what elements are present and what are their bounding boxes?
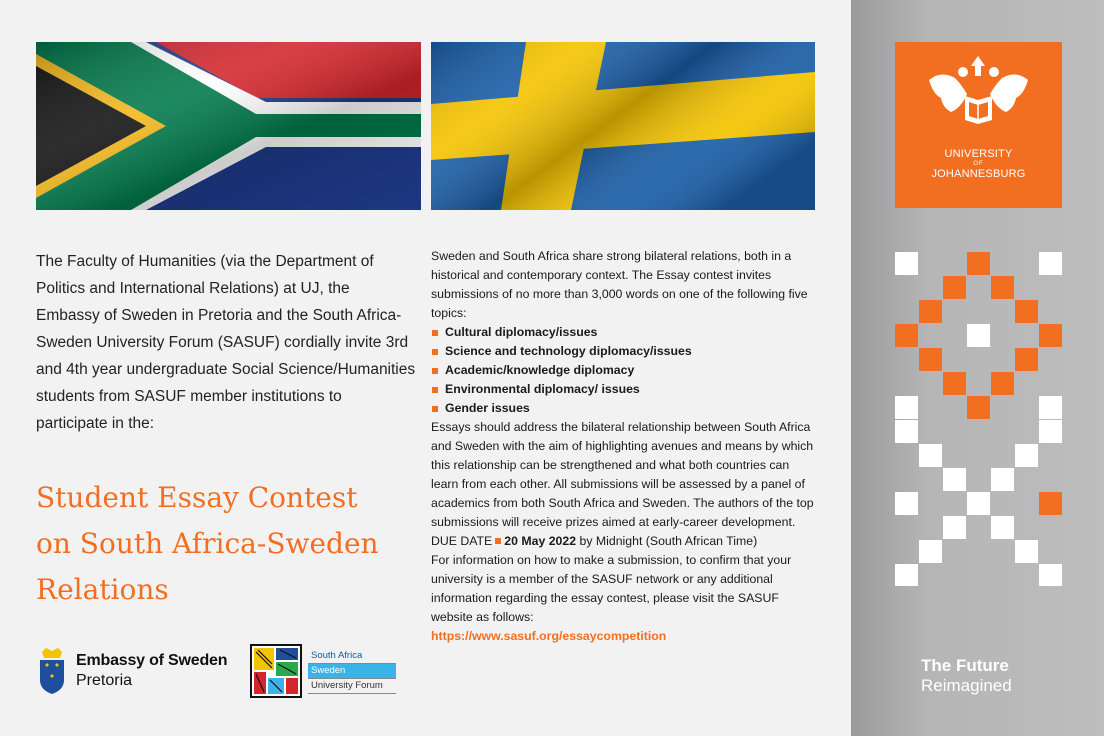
sasuf-logo-icon (250, 644, 302, 698)
sweden-flag-image (431, 42, 815, 210)
decorative-pattern (895, 252, 1062, 586)
pattern-square (1039, 396, 1062, 419)
pattern-square (895, 396, 918, 419)
pattern-square (991, 468, 1014, 491)
pattern-square (919, 300, 942, 323)
sasuf-line-1: South Africa (308, 649, 396, 664)
sweden-flag-icon (431, 42, 815, 210)
pattern-square (1015, 540, 1038, 563)
south-africa-flag-icon (36, 42, 421, 210)
pattern-square (1039, 564, 1062, 586)
pattern-square (1039, 492, 1062, 515)
pattern-square (919, 444, 942, 467)
topic-list (431, 323, 815, 418)
pattern-square (1039, 324, 1062, 347)
topic-item: Environmental diplomacy/ issues (431, 380, 815, 399)
due-date-line (431, 532, 815, 551)
due-date-label: DUE DATE (431, 534, 493, 548)
tagline-line-2: Reimagined (921, 676, 1012, 695)
uj-name-line-2: OF (973, 161, 984, 167)
pattern-square (943, 516, 966, 539)
uj-emblem-icon (921, 50, 1036, 142)
info-paragraph: For information on how to make a submission, to confirm that your university is a member of the SASUF network or any additional information regarding the essay contest, please visit the SASUF website as follows: (431, 553, 792, 624)
pattern-square (991, 516, 1014, 539)
sweden-crest-icon (36, 646, 68, 696)
uj-name-line-3: JOHANNESBURG (931, 168, 1026, 180)
due-date-suffix: by Midnight (South African Time) (579, 534, 758, 548)
uj-sidebar (851, 0, 1104, 736)
embassy-city: Pretoria (76, 672, 133, 689)
pattern-square (967, 324, 990, 347)
sasuf-logo (250, 644, 396, 698)
pattern-square (1015, 444, 1038, 467)
tagline (921, 656, 1012, 696)
pattern-square (943, 372, 966, 395)
details-paragraph: Essays should address the bilateral relationship between South Africa and Sweden with the aim of highlighting avenues and means by which this relationship can be strengthened and what both countries can learn from each other. All submissions will be assessed by a panel of academics from both South Africa and Sweden. The authors of the top submissions will receive prizes aimed at early-career development. (431, 420, 814, 529)
uj-logo (895, 42, 1062, 208)
pattern-square (943, 276, 966, 299)
details-intro: Sweden and South Africa share strong bilateral relations, both in a historical and contemporary context. The Essay contest invites submissions of no more than 3,000 words on one of the following five topics: (431, 249, 808, 320)
pattern-square (1039, 252, 1062, 275)
pattern-square (1015, 348, 1038, 371)
pattern-square (967, 396, 990, 419)
south-africa-flag-image (36, 42, 421, 210)
embassy-name: Embassy of Sweden (76, 652, 228, 669)
contest-details (431, 247, 815, 646)
pattern-square (943, 468, 966, 491)
pattern-square (991, 276, 1014, 299)
pattern-square (967, 492, 990, 515)
pattern-square (895, 420, 918, 443)
title-line: on South Africa-Sweden (36, 527, 379, 560)
contest-title (36, 475, 426, 613)
topic-item: Gender issues (431, 399, 815, 418)
sasuf-line-2: Sweden (308, 664, 396, 679)
pattern-square (967, 252, 990, 275)
embassy-logo (36, 646, 227, 696)
pattern-square (895, 492, 918, 515)
title-line: Relations (36, 573, 169, 606)
pattern-square (895, 252, 918, 275)
pattern-square (991, 372, 1014, 395)
topic-item: Academic/knowledge diplomacy (431, 361, 815, 380)
topic-item: Cultural diplomacy/issues (431, 323, 815, 342)
intro-paragraph: The Faculty of Humanities (via the Department of Politics and International Relations) at UJ, the Embassy of Sweden in Pretoria and the South Africa-Sweden University Forum (SASUF) cordially invite 3rd and 4th year undergraduate Social Science/Humanities students from SASUF member institutions to participate in the: (36, 253, 416, 432)
pattern-square (919, 540, 942, 563)
sasuf-website-link[interactable]: https://www.sasuf.org/essaycompetition (431, 629, 667, 643)
pattern-square (895, 564, 918, 586)
uj-name-line-1: UNIVERSITY (944, 148, 1013, 160)
pattern-square (1039, 420, 1062, 443)
pattern-square (919, 348, 942, 371)
due-date-value: 20 May 2022 (504, 534, 577, 548)
pattern-square (895, 324, 918, 347)
bullet-icon (495, 538, 501, 544)
topic-item: Science and technology diplomacy/issues (431, 342, 815, 361)
sasuf-line-3: University Forum (308, 679, 396, 694)
pattern-square (1015, 300, 1038, 323)
tagline-line-1: The Future (921, 656, 1009, 675)
title-line: Student Essay Contest (36, 481, 358, 514)
partner-logos (36, 644, 416, 700)
